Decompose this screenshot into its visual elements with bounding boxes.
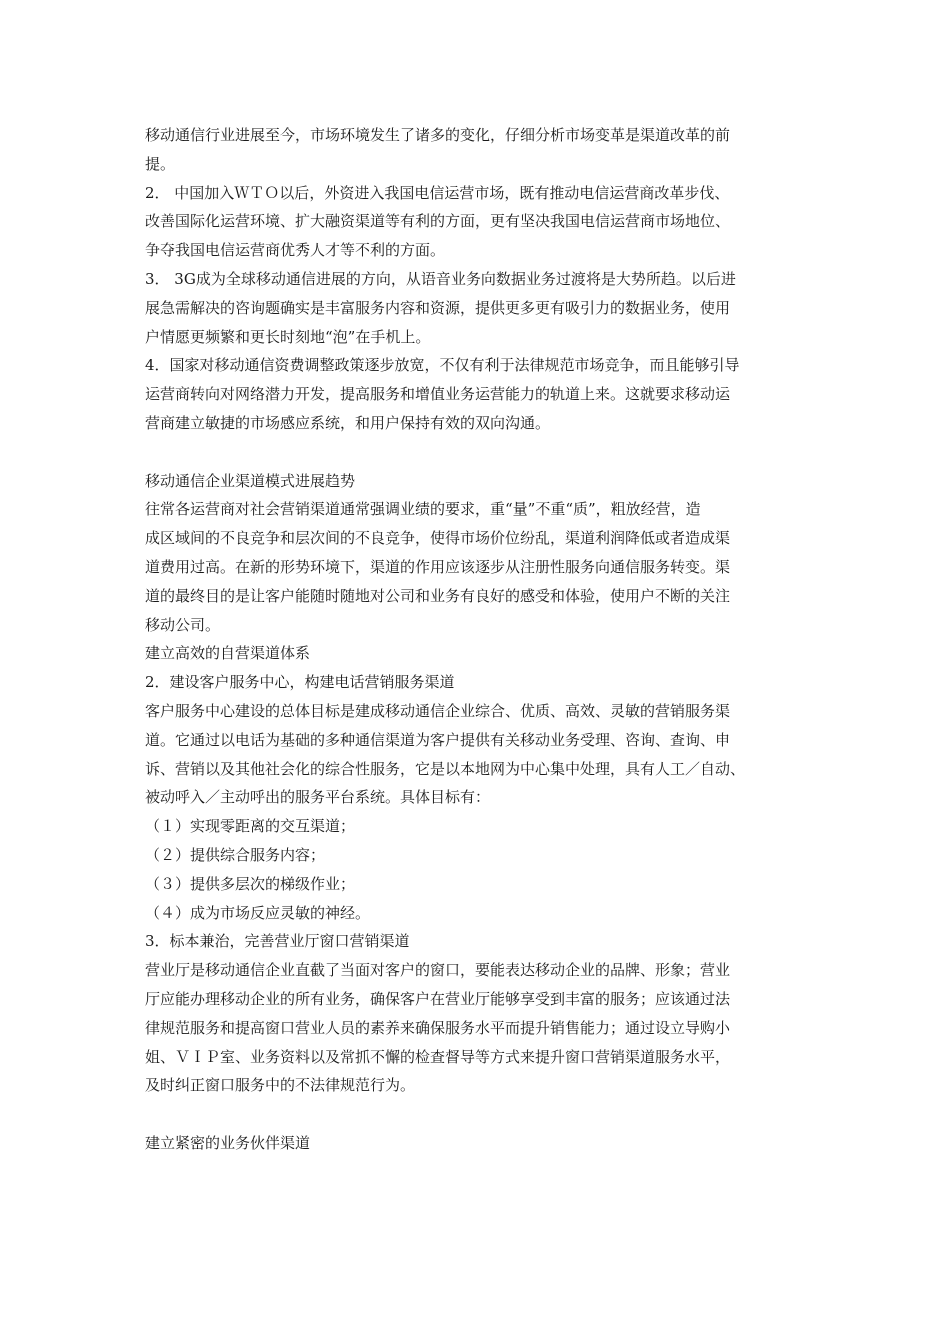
- paragraph-line: 营商建立敏捷的市场感应系统，和用户保持有效的双向沟通。: [145, 413, 551, 432]
- paragraph-line: 律规范服务和提高窗口营业人员的素养来确保服务水平而提升销售能力；通过设立导购小: [145, 1018, 731, 1037]
- paragraph-line: 提。: [145, 154, 176, 173]
- list-item-line: 4．国家对移动通信资费调整政策逐步放宽，不仅有利于法律规范市场竞争，而且能够引导: [145, 356, 740, 375]
- paragraph-line: 争夺我国电信运营商优秀人才等不利的方面。: [145, 241, 446, 260]
- document-page: [145, 121, 815, 1158]
- list-item: （２）提供综合服务内容；: [145, 845, 326, 864]
- list-item-line: 3． 3G成为全球移动通信进展的方向，从语音业务向数据业务过渡将是大势所趋。以后进: [145, 269, 736, 288]
- blank-line: [145, 1100, 815, 1129]
- section-heading: 移动通信企业渠道模式进展趋势: [145, 471, 356, 490]
- paragraph-line: 姐、ＶＩＰ室、业务资料以及常抓不懈的检查督导等方式来提升窗口营销渠道服务水平，: [145, 1047, 731, 1066]
- blank-line: [145, 438, 815, 467]
- subsection-heading: 2．建设客户服务中心，构建电话营销服务渠道: [145, 673, 455, 692]
- list-item: （４）成为市场反应灵敏的神经。: [145, 903, 371, 922]
- paragraph-line: 诉、营销以及其他社会化的综合性服务，它是以本地网为中心集中处理，具有人工／自动、: [145, 759, 746, 778]
- paragraph-line: 被动呼入／主动呼出的服务平台系统。具体目标有：: [145, 788, 491, 807]
- paragraph-line: 运营商转向对网络潜力开发，提高服务和增值业务运营能力的轨道上来。这就要求移动运: [145, 385, 731, 404]
- paragraph-line: 展急需解决的咨询题确实是丰富服务内容和资源，提供更多更有吸引力的数据业务，使用: [145, 298, 731, 317]
- paragraph-line: 移动公司。: [145, 615, 221, 634]
- paragraph-line: 客户服务中心建设的总体目标是建成移动通信企业综合、优质、高效、灵敏的营销服务渠: [145, 701, 731, 720]
- list-item-line: 2． 中国加入ＷＴＯ以后，外资进入我国电信运营市场，既有推动电信运营商改革步伐、: [145, 183, 730, 202]
- paragraph-line: 改善国际化运营环境、扩大融资渠道等有利的方面，更有坚决我国电信运营商市场地位、: [145, 212, 731, 231]
- list-item: （１）实现零距离的交互渠道；: [145, 817, 356, 836]
- paragraph-line: 道费用过高。在新的形势环境下，渠道的作用应该逐步从注册性服务向通信服务转变。渠: [145, 557, 731, 576]
- paragraph-line: 及时纠正窗口服务中的不法律规范行为。: [145, 1076, 416, 1095]
- paragraph-line: 往常各运营商对社会营销渠道通常强调业绩的要求，重“量”不重“质”，粗放经营，造: [145, 500, 701, 519]
- paragraph-line: 厅应能办理移动企业的所有业务，确保客户在营业厅能够享受到丰富的服务；应该通过法: [145, 989, 731, 1008]
- paragraph-line: 营业厅是移动通信企业直截了当面对客户的窗口，要能表达移动企业的品牌、形象；营业: [145, 961, 731, 980]
- paragraph-line: 成区域间的不良竞争和层次间的不良竞争，使得市场价位纷乱，渠道利润降低或者造成渠: [145, 529, 731, 548]
- paragraph-line: 移动通信行业进展至今，市场环境发生了诸多的变化，仔细分析市场变革是渠道改革的前: [145, 126, 731, 144]
- section-heading: 建立紧密的业务伙伴渠道: [145, 1133, 311, 1152]
- paragraph-line: 道。它通过以电话为基础的多种通信渠道为客户提供有关移动业务受理、咨询、查询、申: [145, 730, 731, 749]
- list-item: （３）提供多层次的梯级作业；: [145, 874, 356, 893]
- section-heading: 建立高效的自营渠道体系: [145, 644, 311, 663]
- subsection-heading: 3．标本兼治，完善营业厅窗口营销渠道: [145, 932, 410, 951]
- paragraph-line: 道的最终目的是让客户能随时随地对公司和业务有良好的感受和体验，使用户不断的关注: [145, 586, 731, 605]
- paragraph-line: 户情愿更频繁和更长时刻地“泡”在手机上。: [145, 327, 431, 346]
